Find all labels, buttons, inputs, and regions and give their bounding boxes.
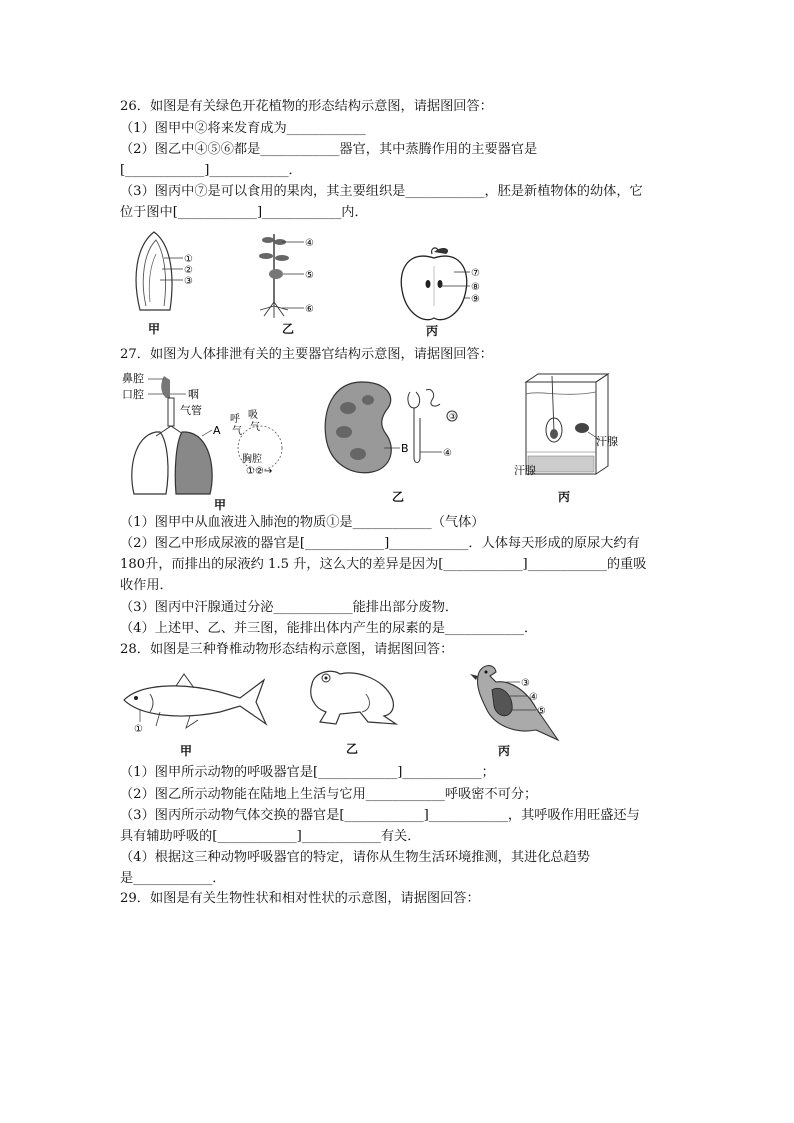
frog-drawing	[300, 664, 410, 728]
label-pharynx: 咽	[188, 388, 199, 401]
plant-drawing	[252, 228, 332, 320]
plant-mark-5: ⑤	[305, 270, 314, 281]
kidney-mark-4: ④	[443, 448, 452, 459]
q27-line-6: （4）上述甲、乙、并三图，能排出体内产生的尿素的是____________．	[120, 621, 538, 636]
plant-mark-6: ⑥	[305, 304, 314, 315]
seed-mark-2: ②	[184, 265, 193, 276]
q28-caption-c: 丙	[498, 744, 511, 758]
q27-figure-skin	[514, 372, 632, 504]
label-exhale: 呼	[230, 414, 240, 425]
q28-line-6: 是____________．	[120, 871, 226, 886]
seed-drawing	[128, 228, 218, 318]
label-inhale: 吸	[248, 410, 258, 421]
label-nose: 鼻腔	[122, 372, 144, 385]
q26-line-1: （1）图甲中②将来发育成为____________	[120, 121, 366, 136]
kidney-mark-3: ③	[449, 412, 457, 421]
q26-figure-plant	[252, 228, 332, 336]
q27-line-3: 180升，而排出的尿液约 1.5 升，这么大的差异是因为[____________]____________的重吸	[120, 557, 647, 572]
apple-drawing	[396, 246, 496, 326]
q28-caption-a: 甲	[180, 744, 193, 758]
q28-figure-fish	[120, 670, 270, 758]
apple-mark-7: ⑦	[471, 268, 480, 279]
q27-caption-b: 乙	[392, 490, 405, 504]
q28-line-4: 具有辅助呼吸的[____________]____________有关．	[120, 829, 421, 844]
apple-mark-8: ⑧	[471, 282, 480, 293]
q28-line-1: （1）图甲所示动物的呼吸器官是[____________]____________；	[120, 765, 495, 780]
bird-mark-5: ⑤	[537, 706, 546, 717]
label-b: B	[401, 442, 409, 455]
q27-line-4: 收作用．	[120, 578, 173, 593]
bird-mark-4: ④	[529, 692, 538, 703]
plant-mark-4: ④	[305, 238, 314, 249]
q26-stem: 26．如图是有关绿色开花植物的形态结构示意图，请据图回答：	[120, 99, 493, 114]
q28-line-3: （3）图丙所示动物气体交换的器官是[____________]____________，其呼吸作用旺盛还与	[120, 808, 640, 823]
label-a: A	[213, 424, 221, 437]
q26-line-3: [____________]____________．	[120, 163, 302, 178]
label-sweat-2: 汗腺	[514, 464, 536, 477]
label-mouth: 口腔	[122, 388, 144, 401]
q26-line-4: （3）图丙中⑦是可以食用的果肉，其主要组织是____________，胚是新植物体的幼体，它	[120, 184, 643, 199]
q27-stem: 27．如图为人体排泄有关的主要器官结构示意图，请据图回答：	[120, 347, 493, 362]
q27-figure-lungs	[120, 370, 290, 512]
label-trachea: 气管	[180, 404, 202, 417]
q26-caption-b: 乙	[282, 322, 295, 336]
apple-mark-9: ⑨	[471, 294, 480, 305]
bird-mark-3: ③	[521, 678, 530, 689]
q28-figure-bird	[466, 660, 566, 758]
label-arrows: ①②→	[246, 466, 273, 477]
skin-drawing	[522, 372, 632, 482]
q26-line-2: （2）图乙中④⑤⑥都是____________器官，其中蒸腾作用的主要器官是	[120, 142, 538, 157]
q27-line-2: （2）图乙中形成尿液的器官是[____________]____________．人体每天形成的原尿大约有	[120, 536, 640, 551]
fish-mark-1: ①	[134, 724, 143, 735]
q26-caption-c: 丙	[426, 324, 439, 338]
fish-drawing	[120, 670, 270, 740]
label-sweat-1: 汗腺	[596, 435, 618, 448]
q27-line-5: （3）图丙中汗腺通过分泌____________能排出部分废物．	[120, 600, 459, 615]
label-chest: 胸腔	[242, 454, 262, 465]
q26-caption-a: 甲	[148, 322, 161, 336]
lungs-drawing	[120, 370, 290, 500]
q26-figure-apple	[396, 246, 496, 338]
q26-line-5: 位于图中[____________]____________内．	[120, 205, 368, 220]
label-gas-2: 气	[250, 422, 260, 433]
q26-figure-seed	[128, 228, 218, 336]
q27-figure-kidney	[322, 378, 472, 504]
seed-mark-1: ①	[184, 254, 193, 265]
q28-caption-b: 乙	[346, 742, 359, 756]
q27-caption-a: 甲	[214, 498, 227, 512]
kidney-drawing	[322, 378, 472, 478]
q28-figure-frog	[300, 664, 410, 756]
seed-mark-3: ③	[184, 276, 193, 287]
q28-line-2: （2）图乙所示动物能在陆地上生活与它用____________呼吸密不可分；	[120, 787, 538, 802]
q28-stem: 28．如图是三种脊椎动物形态结构示意图，请据图回答：	[120, 642, 454, 657]
q29-stem: 29．如图是有关生物性状和相对性状的示意图，请据图回答：	[120, 891, 480, 906]
q28-line-5: （4）根据这三种动物呼吸器官的特定，请你从生物生活环境推测，其进化总趋势	[120, 850, 590, 865]
q27-caption-c: 丙	[558, 490, 571, 504]
q27-line-1: （1）图甲中从血液进入肺泡的物质①是____________（气体）	[120, 515, 485, 530]
label-gas-1: 气	[232, 426, 242, 437]
bird-drawing	[466, 660, 566, 744]
